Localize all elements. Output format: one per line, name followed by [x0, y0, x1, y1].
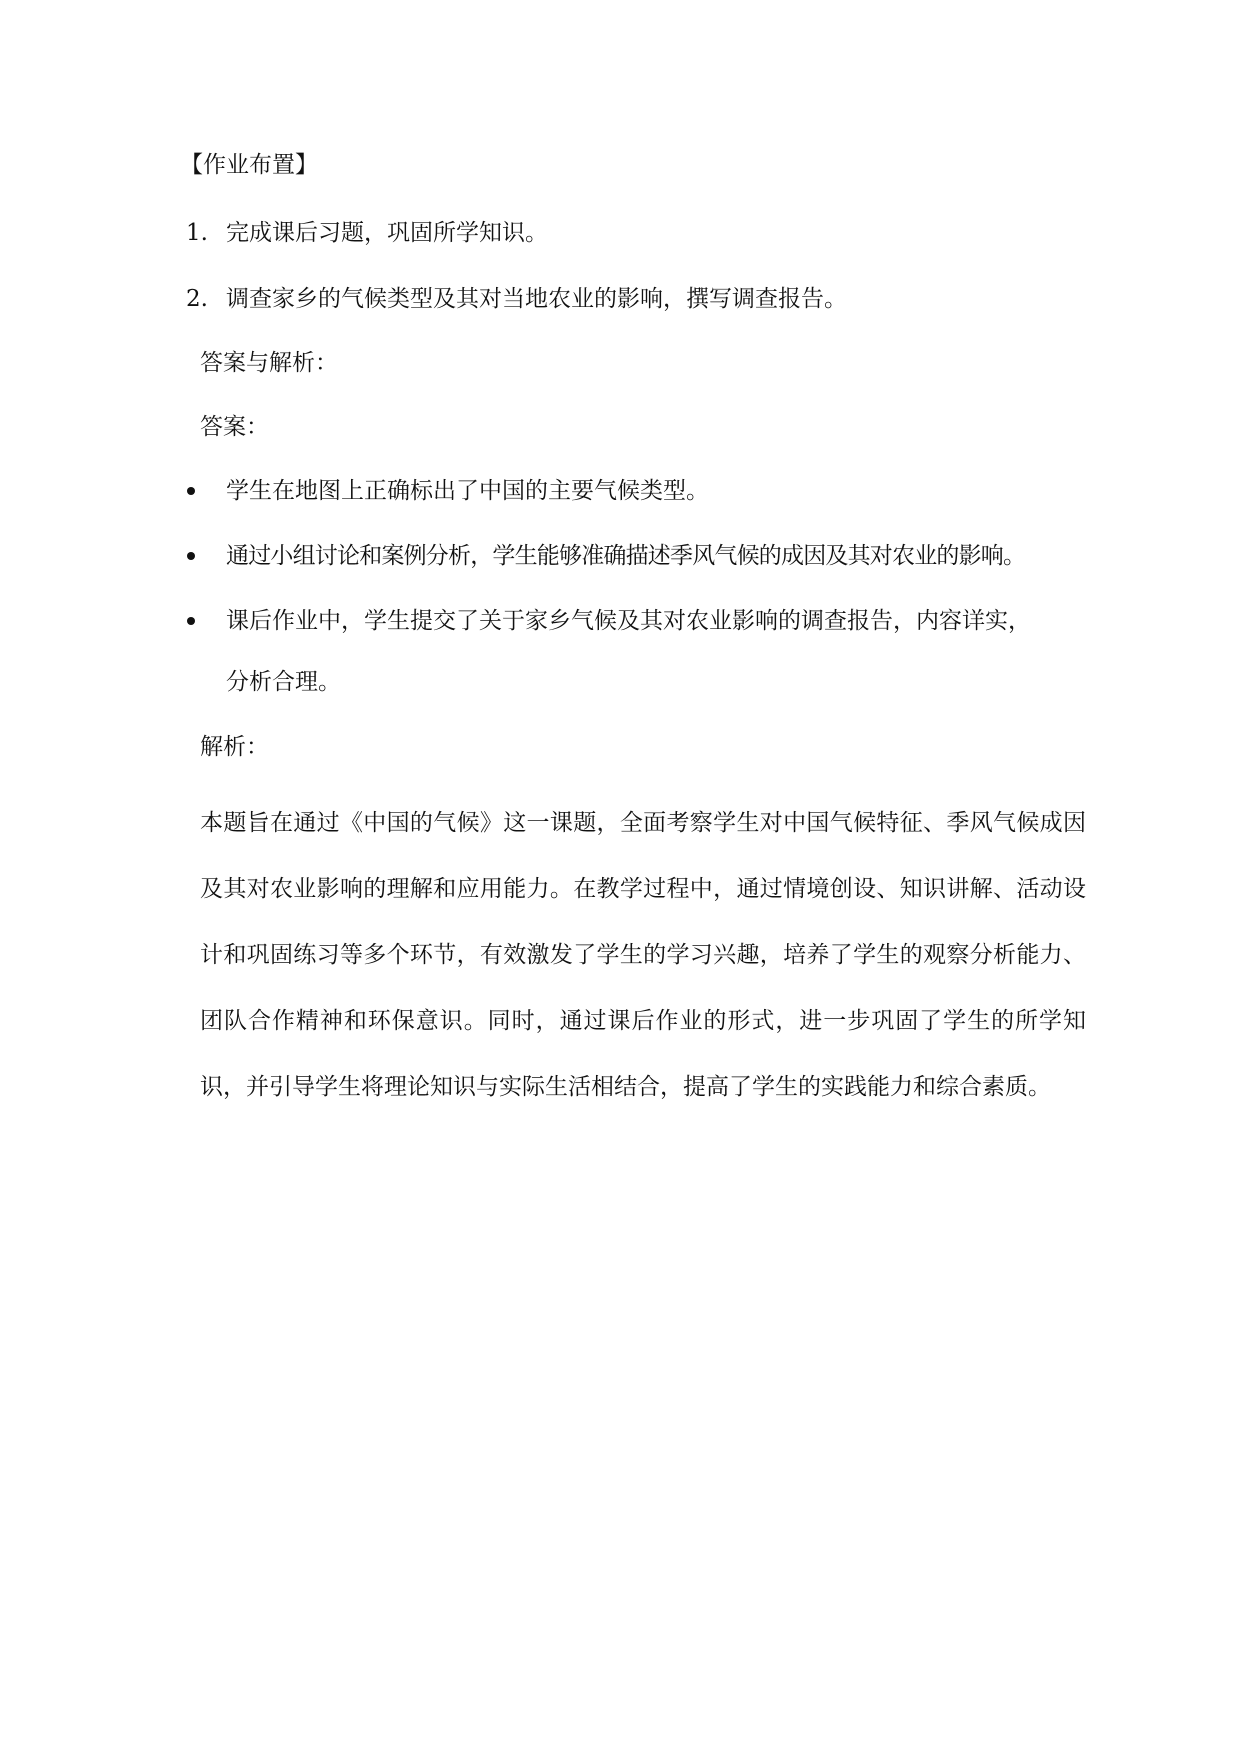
answer-section-title: 答案与解析：	[200, 350, 338, 376]
bullet-icon	[187, 617, 195, 625]
answer-item-3: 课后作业中，学生提交了关于家乡气候及其对农业影响的调查报告，内容详实，	[226, 608, 1031, 634]
homework-number-1: 1.	[186, 220, 208, 246]
answer-item-2: 通过小组讨论和案例分析，学生能够准确描述季风气候的成因及其对农业的影响。	[226, 543, 1026, 569]
homework-item-1: 完成课后习题，巩固所学知识。	[226, 220, 548, 246]
bullet-icon	[187, 487, 195, 495]
homework-item-2: 调查家乡的气候类型及其对当地农业的影响，撰写调查报告。	[226, 286, 847, 312]
answer-label: 答案：	[200, 414, 269, 440]
answer-item-3-continued: 分析合理。	[226, 669, 341, 695]
analysis-paragraph: 本题旨在通过《中国的气候》这一课题，全面考察学生对中国气候特征、季风气候成因及其对农业影响的理解和应用能力。在教学过程中，通过情境创设、知识讲解、活动设计和巩固练习等多个环节，有效激发了学生的学习兴趣，培养了学生的观察分析能力、团队合作精神和环保意识。同时，通过课后作业的形式，进一步巩固了学生的所学知识，并引导学生将理论知识与实际生活相结合，提高了学生的实践能力和综合素质。	[200, 810, 1086, 1100]
section-heading: 【作业布置】	[180, 152, 318, 178]
answer-item-1: 学生在地图上正确标出了中国的主要气候类型。	[226, 478, 709, 504]
bullet-icon	[187, 552, 195, 560]
homework-number-2: 2.	[186, 286, 208, 312]
analysis-label: 解析：	[200, 734, 269, 760]
